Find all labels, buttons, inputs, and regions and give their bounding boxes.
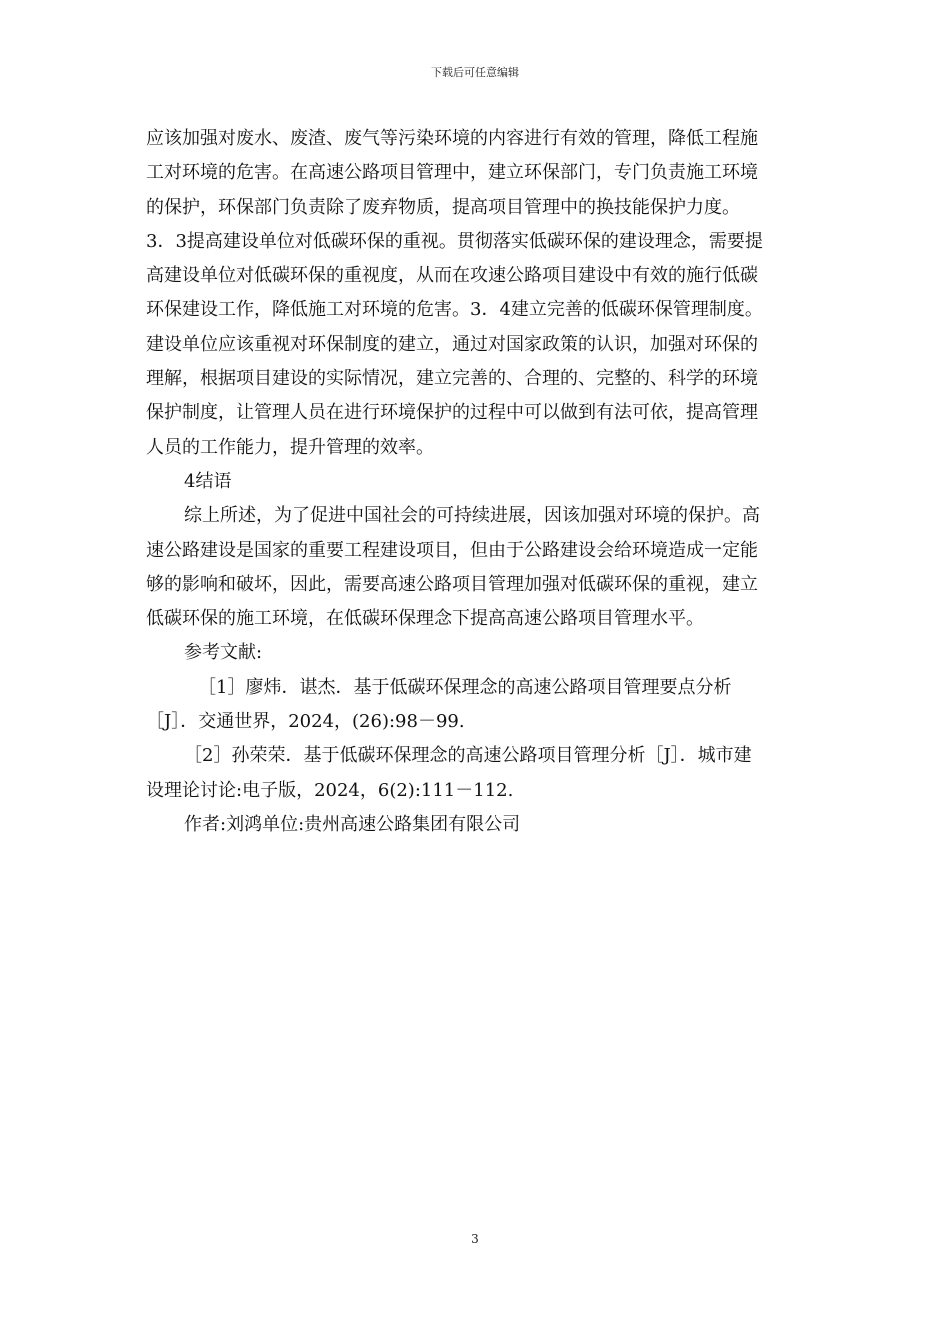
reference-line: ［1］廖炜．谌杰．基于低碳环保理念的高速公路项目管理要点分析: [198, 676, 732, 698]
body-line: 高建设单位对低碳环保的重视度，从而在攻速公路项目建设中有效的施行低碳: [146, 265, 758, 287]
conclusion-line: 够的影响和破坏，因此，需要高速公路项目管理加强对低碳环保的重视，建立: [146, 573, 758, 595]
body-line: 应该加强对废水、废渣、废气等污染环境的内容进行有效的管理，降低工程施: [146, 128, 758, 149]
page-number: 3: [471, 1232, 479, 1246]
references-title: 参考文献:: [184, 642, 263, 664]
body-line: 的保护，环保部门负责除了废弃物质，提高项目管理中的换技能保护力度。: [146, 196, 740, 218]
conclusion-line: 综上所述，为了促进中国社会的可持续进展，因该加强对环境的保护。高: [184, 505, 760, 527]
author-line: 作者:刘鸿单位:贵州高速公路集团有限公司: [184, 813, 521, 835]
reference-line: ［2］孙荣荣．基于低碳环保理念的高速公路项目管理分析［J］．城市建: [184, 745, 752, 767]
body-line: 工对环境的危害。在高速公路项目管理中，建立环保部门，专门负责施工环境: [146, 162, 758, 184]
body-line: 保护制度，让管理人员在进行环境保护的过程中可以做到有法可依，提高管理: [146, 402, 758, 424]
body-line: 建设单位应该重视对环保制度的建立，通过对国家政策的认识，加强对环保的: [146, 333, 758, 355]
body-line: 人员的工作能力，提升管理的效率。: [146, 436, 434, 458]
reference-line: 设理论讨论:电子版，2024，6(2):111－112.: [146, 779, 514, 801]
body-line: 理解，根据项目建设的实际情况，建立完善的、合理的、完整的、科学的环境: [146, 368, 758, 390]
conclusion-line: 低碳环保的施工环境，在低碳环保理念下提高高速公路项目管理水平。: [146, 608, 704, 630]
page-header: 下载后可任意编辑: [431, 66, 519, 79]
section-title: 4结语: [184, 470, 232, 492]
reference-line: ［J］．交通世界，2024，(26):98－99.: [146, 711, 465, 733]
conclusion-line: 速公路建设是国家的重要工程建设项目，但由于公路建设会给环境造成一定能: [146, 539, 758, 561]
body-line: 3．3提高建设单位对低碳环保的重视。贯彻落实低碳环保的建设理念，需要提: [146, 230, 763, 252]
document-body: [146, 122, 816, 842]
body-line: 环保建设工作，降低施工对环境的危害。3．4建立完善的低碳环保管理制度。: [146, 299, 763, 321]
